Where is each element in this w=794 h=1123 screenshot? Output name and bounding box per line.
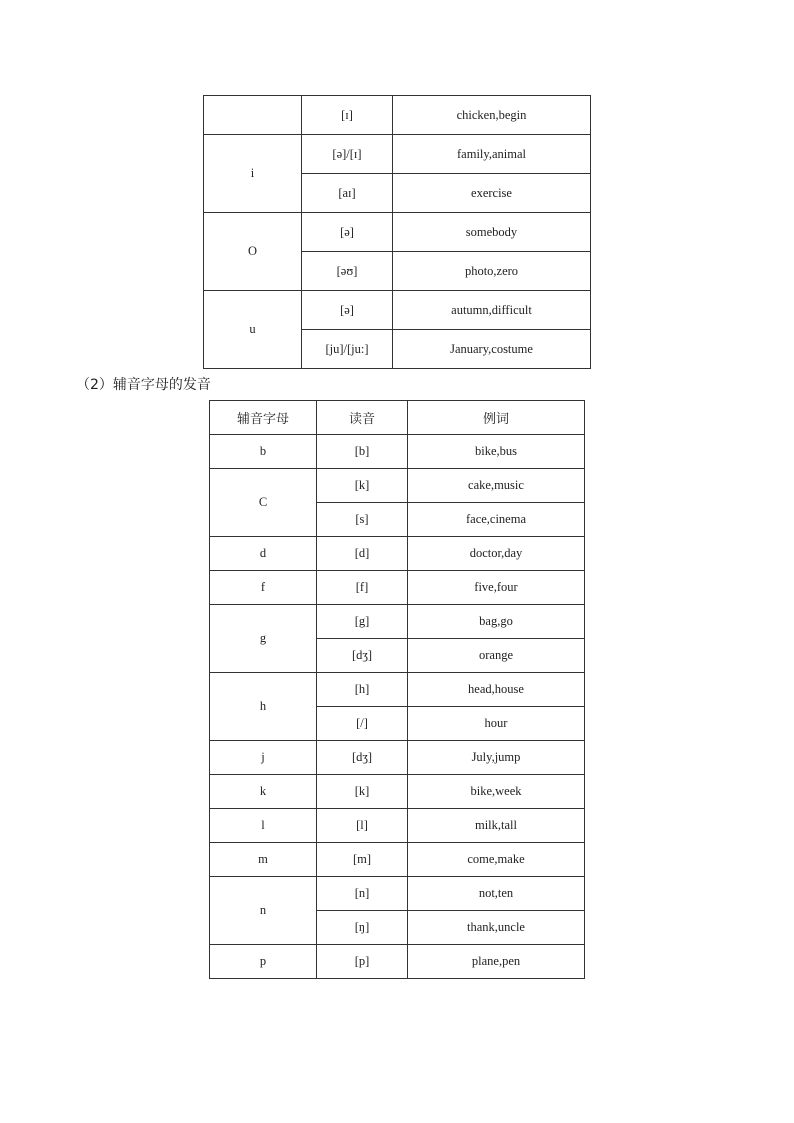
table-row: [204, 96, 591, 135]
example-words-cell: hour: [408, 707, 585, 741]
phonetic-cell: [ə]/[ɪ]: [302, 135, 393, 174]
header-examples: 例词: [408, 401, 585, 435]
example-words-cell: bike,bus: [408, 435, 585, 469]
phonetic-cell: [/]: [317, 707, 408, 741]
letter-cell: d: [210, 537, 317, 571]
letter-cell: [204, 96, 302, 135]
example-words-cell: somebody: [393, 213, 591, 252]
phonetic-cell: [ə]: [302, 291, 393, 330]
table-row: [210, 741, 585, 775]
phonetic-cell: [ɪ]: [302, 96, 393, 135]
example-words-cell: head,house: [408, 673, 585, 707]
phonetic-cell: [dʒ]: [317, 741, 408, 775]
example-words-cell: plane,pen: [408, 945, 585, 979]
letter-cell: g: [210, 605, 317, 673]
example-words-cell: not,ten: [408, 877, 585, 911]
example-words-cell: autumn,difficult: [393, 291, 591, 330]
table-row: [210, 537, 585, 571]
phonetic-cell: [dʒ]: [317, 639, 408, 673]
phonetic-cell: [aɪ]: [302, 174, 393, 213]
table-row: [204, 135, 591, 174]
example-words-cell: thank,uncle: [408, 911, 585, 945]
phonetic-cell: [d]: [317, 537, 408, 571]
example-words-cell: five,four: [408, 571, 585, 605]
letter-cell: i: [204, 135, 302, 213]
table-header-row: [210, 401, 585, 435]
letter-cell: p: [210, 945, 317, 979]
table-row: [210, 605, 585, 639]
table-row: [210, 809, 585, 843]
example-words-cell: family,animal: [393, 135, 591, 174]
phonetic-cell: [ŋ]: [317, 911, 408, 945]
phonetic-cell: [ə]: [302, 213, 393, 252]
letter-cell: b: [210, 435, 317, 469]
phonetic-cell: [ju]/[ju:]: [302, 330, 393, 369]
header-pronunciation: 读音: [317, 401, 408, 435]
phonetic-cell: [h]: [317, 673, 408, 707]
example-words-cell: exercise: [393, 174, 591, 213]
vowel-pronunciation-table: [203, 95, 591, 369]
table-row: [210, 945, 585, 979]
table-row: [204, 213, 591, 252]
phonetic-cell: [k]: [317, 775, 408, 809]
letter-cell: m: [210, 843, 317, 877]
example-words-cell: doctor,day: [408, 537, 585, 571]
example-words-cell: bike,week: [408, 775, 585, 809]
header-letter: 辅音字母: [210, 401, 317, 435]
table-row: [210, 469, 585, 503]
example-words-cell: milk,tall: [408, 809, 585, 843]
phonetic-cell: [k]: [317, 469, 408, 503]
letter-cell: n: [210, 877, 317, 945]
letter-cell: O: [204, 213, 302, 291]
example-words-cell: cake,music: [408, 469, 585, 503]
table-row: [210, 877, 585, 911]
consonant-section-heading: （2）辅音字母的发音: [76, 377, 211, 393]
phonetic-cell: [əʊ]: [302, 252, 393, 291]
letter-cell: j: [210, 741, 317, 775]
example-words-cell: orange: [408, 639, 585, 673]
consonant-pronunciation-table: [209, 400, 585, 979]
phonetic-cell: [b]: [317, 435, 408, 469]
phonetic-cell: [g]: [317, 605, 408, 639]
table-row: [210, 673, 585, 707]
phonetic-cell: [p]: [317, 945, 408, 979]
table-row: [210, 571, 585, 605]
example-words-cell: July,jump: [408, 741, 585, 775]
phonetic-cell: [n]: [317, 877, 408, 911]
phonetic-cell: [m]: [317, 843, 408, 877]
table-row: [204, 291, 591, 330]
table-row: [210, 775, 585, 809]
table-row: [210, 843, 585, 877]
table-row: [210, 435, 585, 469]
phonetic-cell: [s]: [317, 503, 408, 537]
letter-cell: u: [204, 291, 302, 369]
example-words-cell: chicken,begin: [393, 96, 591, 135]
letter-cell: l: [210, 809, 317, 843]
example-words-cell: January,costume: [393, 330, 591, 369]
phonetic-cell: [l]: [317, 809, 408, 843]
example-words-cell: bag,go: [408, 605, 585, 639]
example-words-cell: photo,zero: [393, 252, 591, 291]
letter-cell: k: [210, 775, 317, 809]
example-words-cell: come,make: [408, 843, 585, 877]
letter-cell: C: [210, 469, 317, 537]
example-words-cell: face,cinema: [408, 503, 585, 537]
phonetic-cell: [f]: [317, 571, 408, 605]
letter-cell: h: [210, 673, 317, 741]
letter-cell: f: [210, 571, 317, 605]
